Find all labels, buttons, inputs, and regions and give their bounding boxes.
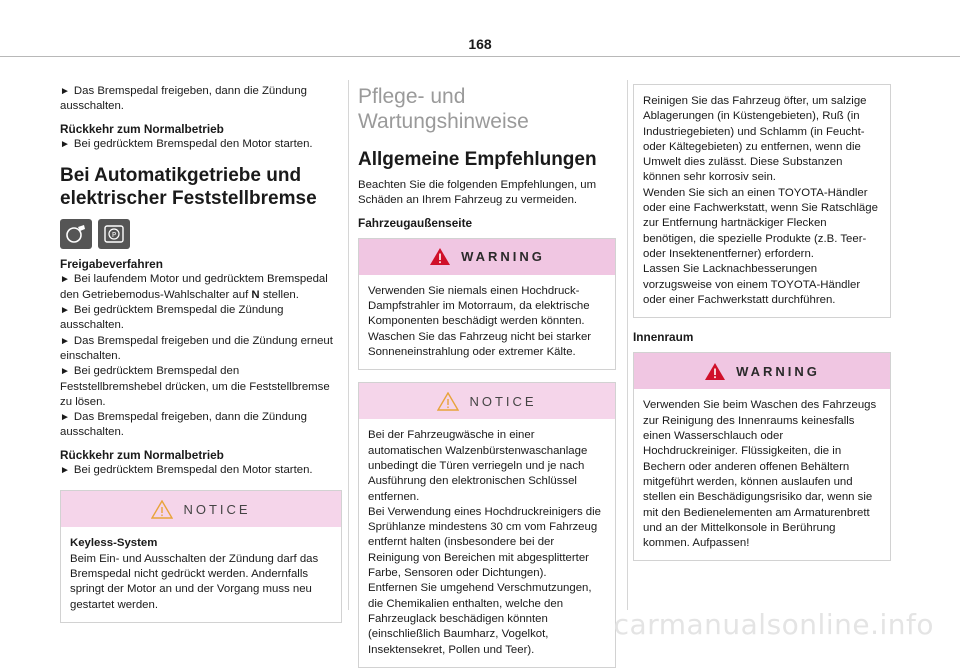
notice-heading: Keyless-System <box>70 537 158 550</box>
subheading: Fahrzeugaußenseite <box>358 215 473 230</box>
list-item: ► Bei gedrücktem Bremspedal den Feststellbremshebel drücken, um die Feststellbremse zu lösen. <box>60 365 330 408</box>
subheading: Innenraum <box>633 330 694 345</box>
info-box <box>633 84 891 318</box>
notice-header <box>61 491 341 527</box>
header-rule <box>0 56 960 57</box>
list-item: ► Bei laufendem Motor und gedrücktem Bremspedal den Getriebemodus-Wahlschalter auf N stellen. <box>60 273 328 301</box>
intro-text: Beachten Sie die folgenden Empfehlungen, um Schäden an Ihrem Fahrzeug zu vermeiden. <box>358 179 597 207</box>
column-1 <box>60 84 342 623</box>
subheading: Freigabeverfahren <box>60 257 163 272</box>
list-item: ► Bei gedrücktem Bremspedal den Motor starten. <box>60 464 313 477</box>
section-title: Allgemeine Empfehlungen <box>358 149 597 170</box>
column-2 <box>358 84 616 668</box>
notice-label: NOTICE <box>469 393 537 409</box>
notice-box <box>60 490 342 622</box>
arrow-icon: ► <box>60 138 70 150</box>
column-divider <box>627 80 628 610</box>
list-item: ► Das Bremspedal freigeben, dann die Zündung ausschalten. <box>60 85 307 113</box>
notice-text: Beim Ein- und Ausschalten der Zündung darf das Bremspedal nicht gedrückt werden. Andernfalls springt der Motor an und der Vorgang muss neu gestartet werden. <box>70 552 319 611</box>
warning-icon <box>429 247 451 266</box>
warning-label: WARNING <box>736 363 820 379</box>
list-item: ► Bei gedrücktem Bremspedal die Zündung ausschalten. <box>60 304 284 332</box>
warning-box <box>633 352 891 561</box>
notice-icon <box>437 392 459 411</box>
warning-header <box>634 353 890 389</box>
arrow-icon: ► <box>60 465 70 477</box>
column-3 <box>633 84 891 561</box>
arrow-icon: ► <box>60 86 70 97</box>
arrow-icon: ► <box>60 274 70 286</box>
arrow-icon: ► <box>60 366 70 378</box>
arrow-icon: ► <box>60 412 70 424</box>
notice-box <box>358 382 616 667</box>
warning-text: Verwenden Sie niemals einen Hochdruck-Dampfstrahler im Motorraum, da elektrische Komponenten beschädigt werden könnten. Waschen Sie das Fahrzeug nicht bei starker Sonneneinstrahlung oder extremer Kälte. <box>368 284 592 359</box>
page-number: 168 <box>468 36 492 52</box>
list-item: ► Das Bremspedal freigeben, dann die Zündung ausschalten. <box>60 411 307 439</box>
notice-header <box>359 383 615 419</box>
list-item: ► Das Bremspedal freigeben und die Zündung erneut einschalten. <box>60 334 333 362</box>
list-item: ► Bei gedrücktem Bremspedal den Motor starten. <box>60 137 313 150</box>
arrow-icon: ► <box>60 335 70 347</box>
subheading: Rückkehr zum Normalbetrieb <box>60 121 224 136</box>
parking-brake-p-icon <box>98 219 130 249</box>
warning-box <box>358 238 616 370</box>
warning-header <box>359 239 615 275</box>
svg-text:P: P <box>111 231 117 240</box>
notice-label: NOTICE <box>183 501 251 517</box>
notice-text: Bei der Fahrzeugwäsche in einer automatischen Walzenbürstenwaschanlage unbedingt die Türen verriegeln und je nach Ausführung den elektronischen Schlüssel entfernen. Bei Verwendung eines Hochdruckreinigers die Sprühlanze mindestens 30 cm vom Fahrzeug entfernt halten (insbesondere bei der Reinigung von Bereichen mit abgesplitterter Farbe, Sensoren oder Dichtungen). Entfernen Sie umgehend Verschmutzungen, die Chemikalien enthalten, welche den Fahrzeuglack beschädigen könnten (einschließlich Baumharz, Vogelkot, Insektensekret, Pollen und Teer). <box>368 429 602 656</box>
watermark: carmanualsonline.info <box>613 608 934 641</box>
subheading: Rückkehr zum Normalbetrieb <box>60 447 224 462</box>
info-text: Reinigen Sie das Fahrzeug öfter, um salzige Ablagerungen (in Küstengebieten), Ruß (in Industriegebieten) und Schlamm (in Feucht- oder Kältegebieten) zu entfernen, wenn die Umwelt dies zulässt. Diese Substanzen können sehr korrosiv sein. Wenden Sie sich an einen TOYOTA-Händler oder eine Fachwerkstatt, wenn Sie Ratschläge zur Entfernung hartnäckiger Flecken benötigen, die spezielle Produkte (z.B. Teer- oder Insektenentferner) erfordern. Lassen Sie Lacknachbesserungen vorzugsweise von einem TOYOTA-Händler oder einer Fachwerkstatt durchführen. <box>643 95 878 306</box>
warning-text: Verwenden Sie beim Waschen des Fahrzeugs zur Reinigung des Innenraums keinesfalls einen Wasserschlauch oder Hochdruckreiniger. Flüssigkeiten, die in Bechern oder anderen offenen Behältern mitgeführt werden, können auslaufen und stellen ein Beschädigungsrisiko dar, wenn sie mit den Bedienelementen am Armaturenbrett und an der Mittelkonsole in Berührung kommen. Aufpassen! <box>643 399 877 550</box>
notice-icon <box>151 500 173 519</box>
warning-icon <box>704 362 726 381</box>
arrow-icon: ► <box>60 305 70 317</box>
chapter-title: Pflege- und Wartungshinweise <box>358 85 529 133</box>
column-divider <box>348 80 349 610</box>
icon-row <box>60 219 342 249</box>
parking-brake-hand-icon <box>60 219 92 249</box>
warning-label: WARNING <box>461 249 545 265</box>
section-title: Bei Automatikgetriebe und elektrischer Feststellbremse <box>60 165 317 210</box>
